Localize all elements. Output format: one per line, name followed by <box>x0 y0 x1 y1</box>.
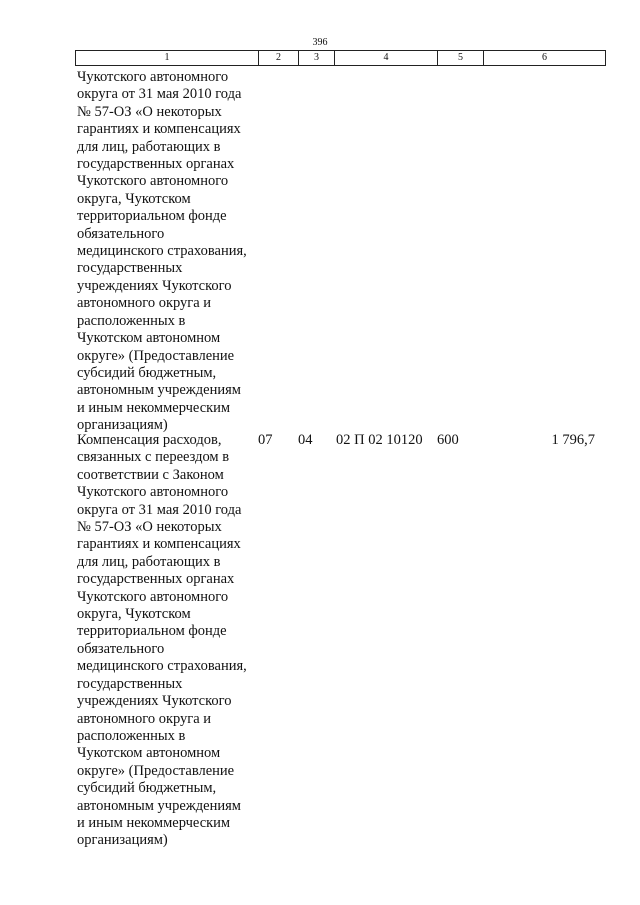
description-line: государственных <box>77 675 183 692</box>
description-line: гарантиях и компенсациях <box>77 536 241 553</box>
description-line: государственных <box>77 260 183 277</box>
description-line: Чукотского автономного <box>77 69 229 85</box>
description-line: связанных с переездом в <box>77 449 230 466</box>
description-line: округа, Чукотском <box>77 606 191 623</box>
description-line: и иным некоммерческим <box>77 814 231 831</box>
section-code: 07 <box>258 432 273 448</box>
row-description <box>77 69 262 435</box>
description-line: обязательного <box>77 225 165 242</box>
description-line: учреждениях Чукотского <box>77 277 232 294</box>
description-line: медицинского страхования, <box>77 658 247 675</box>
description-line: округа от 31 мая 2010 года <box>77 86 242 103</box>
column-header-3: 3 <box>299 51 335 66</box>
description-line: субсидий бюджетным, <box>77 780 217 797</box>
column-header-row <box>76 51 606 66</box>
description-line: № 57-ОЗ «О некоторых <box>77 519 222 536</box>
column-header-6: 6 <box>484 51 606 66</box>
column-header-5: 5 <box>438 51 484 66</box>
description-line: Чукотского автономного <box>77 484 229 501</box>
description-line: Чукотского автономного <box>77 588 229 605</box>
description-line: гарантиях и компенсациях <box>77 121 241 138</box>
description-line: субсидий бюджетным, <box>77 364 217 381</box>
row-description <box>77 432 262 850</box>
description-line: государственных органах <box>77 156 235 173</box>
description-line: медицинского страхования, <box>77 243 247 260</box>
description-line: соответствии с Законом <box>77 466 224 483</box>
column-header-table <box>75 50 606 66</box>
description-line: автономного округа и <box>77 295 212 312</box>
description-line: автономным учреждениям <box>77 382 241 399</box>
description-line: для лиц, работающих в <box>77 138 221 155</box>
subsection-code: 04 <box>298 432 313 448</box>
expense-type-code: 600 <box>437 432 459 448</box>
description-line: округе» (Предоставление <box>77 347 235 364</box>
description-line: № 57-ОЗ «О некоторых <box>77 103 222 120</box>
page-number: 396 <box>312 37 328 48</box>
column-header-4: 4 <box>335 51 438 66</box>
description-line: государственных органах <box>77 571 235 588</box>
description-line: территориальном фонде <box>77 623 227 640</box>
description-line: Компенсация расходов, <box>77 432 222 448</box>
description-line: расположенных в <box>77 727 186 744</box>
description-line: округа от 31 мая 2010 года <box>77 501 242 518</box>
description-line: автономного округа и <box>77 710 212 727</box>
column-header-2: 2 <box>259 51 299 66</box>
description-line: Чукотском автономном <box>77 330 221 347</box>
description-line: обязательного <box>77 640 165 657</box>
column-header-1: 1 <box>76 51 259 66</box>
amount-value: 1 796,7 <box>551 432 595 448</box>
description-line: Чукотском автономном <box>77 745 221 762</box>
description-line: и иным некоммерческим <box>77 399 231 416</box>
target-article-code: 02 П 02 10120 <box>336 432 423 448</box>
description-line: Чукотского автономного <box>77 173 229 190</box>
description-line: округа, Чукотском <box>77 190 191 207</box>
description-line: автономным учреждениям <box>77 797 241 814</box>
description-line: расположенных в <box>77 312 186 329</box>
description-line: округе» (Предоставление <box>77 762 235 779</box>
description-line: территориальном фонде <box>77 208 227 225</box>
description-line: организациям) <box>77 417 168 434</box>
description-line: для лиц, работающих в <box>77 553 221 570</box>
description-line: организациям) <box>77 832 168 849</box>
description-line: учреждениях Чукотского <box>77 693 232 710</box>
